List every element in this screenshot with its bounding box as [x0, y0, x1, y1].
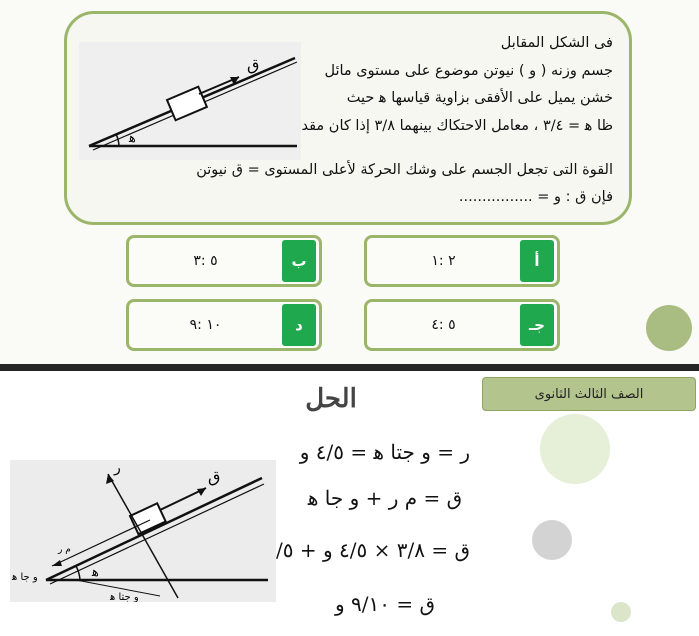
question-line: ظا ﻫ = ٣/٤ ، معامل الاحتكاك بينهما ٣/٨ إذا كان مقدار	[290, 117, 613, 134]
decor-circle	[540, 414, 610, 484]
decor-circle	[611, 602, 631, 622]
question-line: فى الشكل المقابل	[500, 35, 613, 51]
question-line: جسم وزنه ( و ) نيوتن موضوع على مستوى مائل	[324, 62, 613, 79]
question-line: فإن ق : و = ................	[458, 189, 613, 205]
solution-equation: ق = ٣/٨ × ٤/٥ و + ٣/٥ و	[249, 538, 470, 562]
choice-d[interactable]	[126, 299, 322, 351]
decor-circle	[532, 520, 572, 560]
choice-a[interactable]	[364, 235, 560, 287]
choice-tag: ب	[282, 240, 316, 282]
section-divider	[0, 364, 699, 371]
normal-label: ر	[114, 460, 121, 476]
angle-label: ﻫ	[129, 131, 136, 146]
question-text	[290, 30, 613, 140]
force-diagram-figure	[10, 460, 276, 602]
inclined-plane-figure	[79, 42, 301, 160]
choice-value: ٢ :١	[431, 253, 456, 269]
grade-banner: الصف الثالث الثانوى	[482, 377, 696, 411]
question-box	[64, 11, 632, 225]
choice-tag: أ	[520, 240, 554, 282]
decor-circle	[646, 305, 692, 351]
choice-value: ٥ :٤	[431, 317, 456, 333]
choice-tag: د	[282, 304, 316, 346]
solution-equation: ق = م ر + و جا ﻫ	[307, 486, 463, 510]
question-line: خشن يميل على الأفقى بزاوية قياسها ﻫ حيث	[346, 90, 613, 107]
w-sin-label: و جا ﻫ	[12, 572, 38, 583]
force-label: ق	[208, 467, 221, 486]
choice-value: ١٠ :٩	[189, 317, 222, 333]
solution-equation: ق = ٩/١٠ و	[335, 592, 435, 616]
choice-tag: جـ	[520, 304, 554, 346]
solution-title: الحل	[305, 384, 357, 414]
w-cos-label: و جتا ﻫ	[110, 592, 139, 602]
question-line: القوة التى تجعل الجسم على وشك الحركة لأعلى المستوى = ق نيوتن	[196, 162, 613, 178]
choice-c[interactable]	[364, 299, 560, 351]
choice-b[interactable]	[126, 235, 322, 287]
choice-value: ٥ :٣	[193, 253, 218, 269]
force-label: ق	[247, 55, 260, 74]
angle-label: ﻫ	[92, 565, 99, 580]
friction-label: م ر	[58, 545, 71, 555]
solution-equation: ر = و جتا ﻫ = ٤/٥ و	[299, 440, 470, 464]
